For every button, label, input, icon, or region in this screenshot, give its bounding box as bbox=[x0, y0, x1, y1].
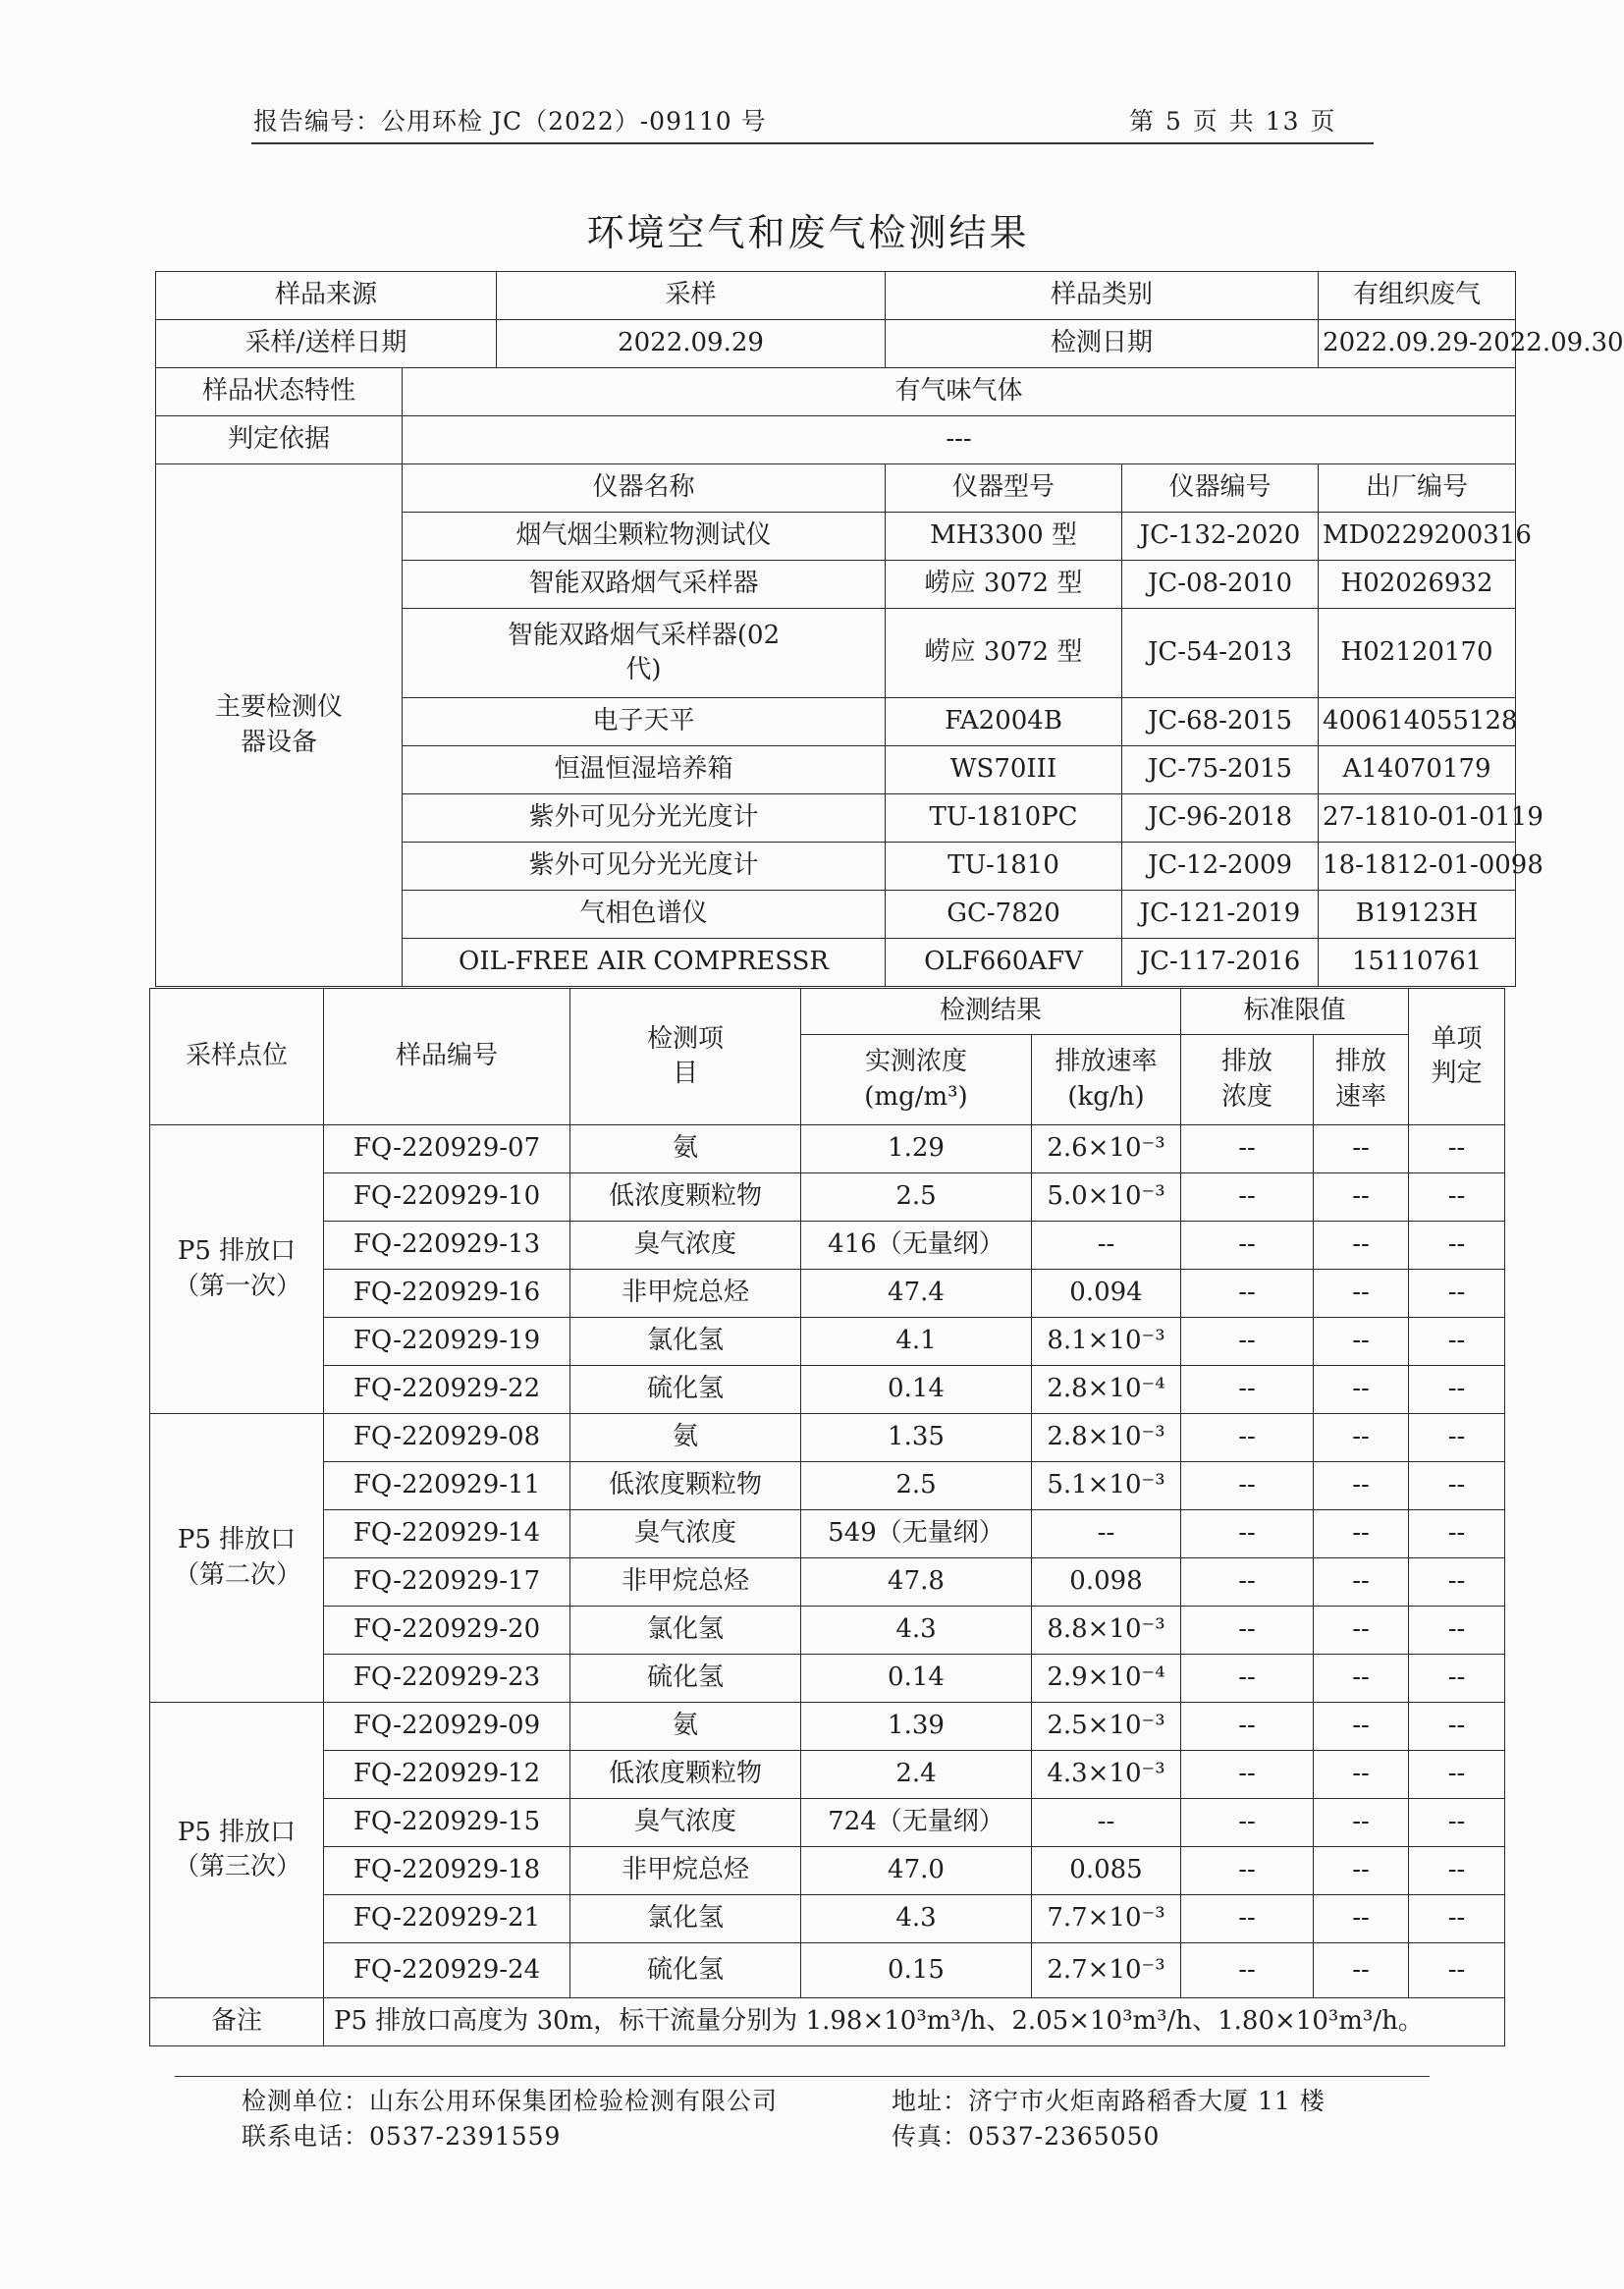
table-row bbox=[150, 1125, 1505, 1173]
instrument-model: 崂应 3072 型 bbox=[886, 561, 1122, 609]
instrument-header-serial: 出厂编号 bbox=[1319, 464, 1516, 513]
limit-rate: -- bbox=[1314, 1703, 1409, 1751]
instrument-name: 恒温恒湿培养箱 bbox=[403, 746, 886, 794]
judgement: -- bbox=[1409, 1222, 1505, 1270]
state-label: 样品状态特性 bbox=[156, 368, 403, 416]
sample-no: FQ-220929-21 bbox=[324, 1895, 570, 1943]
sampling-point: P5 排放口（第三次） bbox=[150, 1703, 324, 1998]
results-table bbox=[149, 988, 1505, 2046]
judgement: -- bbox=[1409, 1414, 1505, 1462]
limit-conc: -- bbox=[1181, 1751, 1314, 1799]
test-date-value: 2022.09.29-2022.09.30 bbox=[1319, 320, 1516, 368]
table-row bbox=[150, 1703, 1505, 1751]
table-row bbox=[150, 1895, 1505, 1943]
sample-no: FQ-220929-11 bbox=[324, 1462, 570, 1510]
instrument-name: 紫外可见分光光度计 bbox=[403, 843, 886, 891]
limit-conc: -- bbox=[1181, 1847, 1314, 1895]
instrument-name: 智能双路烟气采样器 bbox=[403, 561, 886, 609]
judgement: -- bbox=[1409, 1799, 1505, 1847]
instrument-header-id: 仪器编号 bbox=[1122, 464, 1319, 513]
limit-conc: -- bbox=[1181, 1318, 1314, 1366]
emission-rate: -- bbox=[1032, 1510, 1181, 1558]
test-item: 氯化氢 bbox=[570, 1318, 801, 1366]
measured-conc: 2.5 bbox=[801, 1462, 1032, 1510]
table-row bbox=[150, 1943, 1505, 1998]
limit-rate: -- bbox=[1314, 1173, 1409, 1222]
instrument-model: GC-7820 bbox=[886, 891, 1122, 939]
emission-rate: 0.098 bbox=[1032, 1558, 1181, 1607]
measured-conc: 2.4 bbox=[801, 1751, 1032, 1799]
category-value: 有组织废气 bbox=[1319, 272, 1516, 320]
limit-conc: -- bbox=[1181, 1799, 1314, 1847]
test-item: 低浓度颗粒物 bbox=[570, 1173, 801, 1222]
limit-rate: -- bbox=[1314, 1799, 1409, 1847]
judgement: -- bbox=[1409, 1607, 1505, 1655]
test-item: 氯化氢 bbox=[570, 1607, 801, 1655]
table-row bbox=[150, 1607, 1505, 1655]
limit-rate: -- bbox=[1314, 1125, 1409, 1173]
header-rate: 排放速率(kg/h) bbox=[1032, 1035, 1181, 1125]
table-row bbox=[150, 1655, 1505, 1703]
judgement: -- bbox=[1409, 1751, 1505, 1799]
sample-no: FQ-220929-10 bbox=[324, 1173, 570, 1222]
table-row bbox=[150, 1270, 1505, 1318]
footer-divider bbox=[175, 2076, 1430, 2077]
emission-rate: 2.9×10⁻⁴ bbox=[1032, 1655, 1181, 1703]
sample-no: FQ-220929-18 bbox=[324, 1847, 570, 1895]
emission-rate: 2.7×10⁻³ bbox=[1032, 1943, 1181, 1998]
table-row bbox=[150, 1751, 1505, 1799]
judgement: -- bbox=[1409, 1462, 1505, 1510]
instrument-header-name: 仪器名称 bbox=[403, 464, 886, 513]
sample-no: FQ-220929-16 bbox=[324, 1270, 570, 1318]
emission-rate: 2.6×10⁻³ bbox=[1032, 1125, 1181, 1173]
judgement: -- bbox=[1409, 1125, 1505, 1173]
emission-rate: -- bbox=[1032, 1222, 1181, 1270]
instrument-name: 电子天平 bbox=[403, 698, 886, 746]
judgement: -- bbox=[1409, 1703, 1505, 1751]
sample-no: FQ-220929-12 bbox=[324, 1751, 570, 1799]
limit-conc: -- bbox=[1181, 1462, 1314, 1510]
judgement: -- bbox=[1409, 1510, 1505, 1558]
measured-conc: 47.4 bbox=[801, 1270, 1032, 1318]
measured-conc: 4.3 bbox=[801, 1895, 1032, 1943]
emission-rate: -- bbox=[1032, 1799, 1181, 1847]
instrument-serial: A14070179 bbox=[1319, 746, 1516, 794]
footer-fax: 传真：0537-2365050 bbox=[892, 2122, 1161, 2151]
header-point: 采样点位 bbox=[150, 989, 324, 1125]
limit-rate: -- bbox=[1314, 1558, 1409, 1607]
test-item: 氨 bbox=[570, 1703, 801, 1751]
measured-conc: 47.8 bbox=[801, 1558, 1032, 1607]
table-row bbox=[150, 1799, 1505, 1847]
remark-label: 备注 bbox=[150, 1998, 324, 2046]
instrument-id: JC-68-2015 bbox=[1122, 698, 1319, 746]
instrument-serial: 27-1810-01-0119 bbox=[1319, 794, 1516, 843]
measured-conc: 0.14 bbox=[801, 1366, 1032, 1414]
instrument-header-model: 仪器型号 bbox=[886, 464, 1122, 513]
sample-no: FQ-220929-22 bbox=[324, 1366, 570, 1414]
measured-conc: 1.35 bbox=[801, 1414, 1032, 1462]
footer-phone: 联系电话：0537-2391559 bbox=[242, 2122, 562, 2151]
instrument-name: 紫外可见分光光度计 bbox=[403, 794, 886, 843]
limit-rate: -- bbox=[1314, 1751, 1409, 1799]
instrument-name: 气相色谱仪 bbox=[403, 891, 886, 939]
header-divider bbox=[251, 142, 1374, 144]
limit-conc: -- bbox=[1181, 1222, 1314, 1270]
instruments-section-label: 主要检测仪器设备 bbox=[156, 464, 403, 987]
instrument-id: JC-08-2010 bbox=[1122, 561, 1319, 609]
emission-rate: 2.8×10⁻³ bbox=[1032, 1414, 1181, 1462]
limit-rate: -- bbox=[1314, 1414, 1409, 1462]
sample-no: FQ-220929-23 bbox=[324, 1655, 570, 1703]
limit-rate: -- bbox=[1314, 1270, 1409, 1318]
emission-rate: 5.1×10⁻³ bbox=[1032, 1462, 1181, 1510]
source-value: 采样 bbox=[497, 272, 886, 320]
limit-conc: -- bbox=[1181, 1510, 1314, 1558]
limit-rate: -- bbox=[1314, 1318, 1409, 1366]
instrument-id: JC-54-2013 bbox=[1122, 609, 1319, 698]
instrument-serial: H02026932 bbox=[1319, 561, 1516, 609]
limit-rate: -- bbox=[1314, 1222, 1409, 1270]
measured-conc: 2.5 bbox=[801, 1173, 1032, 1222]
test-item: 氨 bbox=[570, 1125, 801, 1173]
instrument-name: OIL-FREE AIR COMPRESSR bbox=[403, 939, 886, 987]
sampling-date-label: 采样/送样日期 bbox=[156, 320, 497, 368]
emission-rate: 4.3×10⁻³ bbox=[1032, 1751, 1181, 1799]
judgement: -- bbox=[1409, 1558, 1505, 1607]
header-item: 检测项目 bbox=[570, 989, 801, 1125]
measured-conc: 47.0 bbox=[801, 1847, 1032, 1895]
test-item: 臭气浓度 bbox=[570, 1510, 801, 1558]
sample-no: FQ-220929-15 bbox=[324, 1799, 570, 1847]
instrument-id: JC-117-2016 bbox=[1122, 939, 1319, 987]
table-row bbox=[150, 1510, 1505, 1558]
emission-rate: 0.085 bbox=[1032, 1847, 1181, 1895]
footer-address: 地址：济宁市火炬南路稻香大厦 11 楼 bbox=[892, 2087, 1326, 2115]
header-limit-conc: 排放浓度 bbox=[1181, 1035, 1314, 1125]
instrument-serial: B19123H bbox=[1319, 891, 1516, 939]
footer-unit: 检测单位：山东公用环保集团检验检测有限公司 bbox=[242, 2087, 779, 2115]
emission-rate: 0.094 bbox=[1032, 1270, 1181, 1318]
table-row bbox=[150, 1558, 1505, 1607]
test-item: 硫化氢 bbox=[570, 1943, 801, 1998]
emission-rate: 8.1×10⁻³ bbox=[1032, 1318, 1181, 1366]
measured-conc: 0.14 bbox=[801, 1655, 1032, 1703]
sample-no: FQ-220929-20 bbox=[324, 1607, 570, 1655]
judgement: -- bbox=[1409, 1318, 1505, 1366]
source-label: 样品来源 bbox=[156, 272, 497, 320]
header-sample-no: 样品编号 bbox=[324, 989, 570, 1125]
measured-conc: 1.39 bbox=[801, 1703, 1032, 1751]
instrument-model: FA2004B bbox=[886, 698, 1122, 746]
judgement: -- bbox=[1409, 1173, 1505, 1222]
test-item: 低浓度颗粒物 bbox=[570, 1462, 801, 1510]
measured-conc: 1.29 bbox=[801, 1125, 1032, 1173]
test-item: 非甲烷总烃 bbox=[570, 1558, 801, 1607]
state-value: 有气味气体 bbox=[403, 368, 1516, 416]
sampling-point: P5 排放口（第二次） bbox=[150, 1414, 324, 1703]
test-item: 氯化氢 bbox=[570, 1895, 801, 1943]
measured-conc: 4.3 bbox=[801, 1607, 1032, 1655]
instrument-serial: 15110761 bbox=[1319, 939, 1516, 987]
limit-rate: -- bbox=[1314, 1655, 1409, 1703]
instrument-model: MH3300 型 bbox=[886, 513, 1122, 561]
limit-rate: -- bbox=[1314, 1462, 1409, 1510]
instrument-id: JC-12-2009 bbox=[1122, 843, 1319, 891]
test-item: 硫化氢 bbox=[570, 1366, 801, 1414]
instrument-name: 智能双路烟气采样器(02 代) bbox=[403, 609, 886, 698]
table-row bbox=[150, 1318, 1505, 1366]
limit-conc: -- bbox=[1181, 1414, 1314, 1462]
table-row bbox=[150, 1366, 1505, 1414]
emission-rate: 2.8×10⁻⁴ bbox=[1032, 1366, 1181, 1414]
instrument-model: TU-1810 bbox=[886, 843, 1122, 891]
instrument-id: JC-75-2015 bbox=[1122, 746, 1319, 794]
limit-conc: -- bbox=[1181, 1270, 1314, 1318]
header-conc: 实测浓度(mg/m³) bbox=[801, 1035, 1032, 1125]
sample-no: FQ-220929-08 bbox=[324, 1414, 570, 1462]
test-item: 臭气浓度 bbox=[570, 1222, 801, 1270]
header-result: 检测结果 bbox=[801, 989, 1181, 1035]
instrument-model: WS70III bbox=[886, 746, 1122, 794]
instrument-serial: H02120170 bbox=[1319, 609, 1516, 698]
measured-conc: 0.15 bbox=[801, 1943, 1032, 1998]
sample-no: FQ-220929-19 bbox=[324, 1318, 570, 1366]
test-item: 氨 bbox=[570, 1414, 801, 1462]
remark-value: P5 排放口高度为 30m，标干流量分别为 1.98×10³m³/h、2.05×10³m³/h、1.80×10³m³/h。 bbox=[324, 1998, 1505, 2046]
header-limit: 标准限值 bbox=[1181, 989, 1409, 1035]
table-row bbox=[150, 1414, 1505, 1462]
judgement: -- bbox=[1409, 1847, 1505, 1895]
page-number: 第 5 页 共 13 页 bbox=[1129, 107, 1337, 136]
measured-conc: 549（无量纲） bbox=[801, 1510, 1032, 1558]
instrument-serial: MD0229200316 bbox=[1319, 513, 1516, 561]
limit-rate: -- bbox=[1314, 1847, 1409, 1895]
limit-conc: -- bbox=[1181, 1173, 1314, 1222]
instrument-id: JC-121-2019 bbox=[1122, 891, 1319, 939]
limit-conc: -- bbox=[1181, 1607, 1314, 1655]
header-limit-rate: 排放速率 bbox=[1314, 1035, 1409, 1125]
test-item: 非甲烷总烃 bbox=[570, 1270, 801, 1318]
emission-rate: 2.5×10⁻³ bbox=[1032, 1703, 1181, 1751]
sample-no: FQ-220929-09 bbox=[324, 1703, 570, 1751]
emission-rate: 5.0×10⁻³ bbox=[1032, 1173, 1181, 1222]
instrument-id: JC-132-2020 bbox=[1122, 513, 1319, 561]
sample-info-table bbox=[155, 271, 1624, 987]
limit-rate: -- bbox=[1314, 1607, 1409, 1655]
instrument-id: JC-96-2018 bbox=[1122, 794, 1319, 843]
test-date-label: 检测日期 bbox=[886, 320, 1319, 368]
instrument-serial: 18-1812-01-0098 bbox=[1319, 843, 1516, 891]
test-item: 臭气浓度 bbox=[570, 1799, 801, 1847]
judgement: -- bbox=[1409, 1943, 1505, 1998]
sample-no: FQ-220929-07 bbox=[324, 1125, 570, 1173]
limit-rate: -- bbox=[1314, 1943, 1409, 1998]
basis-label: 判定依据 bbox=[156, 416, 403, 464]
limit-conc: -- bbox=[1181, 1125, 1314, 1173]
basis-value: --- bbox=[403, 416, 1516, 464]
instrument-model: TU-1810PC bbox=[886, 794, 1122, 843]
report-number: 报告编号：公用环检 JC（2022）-09110 号 bbox=[253, 107, 767, 136]
sample-no: FQ-220929-17 bbox=[324, 1558, 570, 1607]
limit-conc: -- bbox=[1181, 1655, 1314, 1703]
measured-conc: 416（无量纲） bbox=[801, 1222, 1032, 1270]
sampling-date-value: 2022.09.29 bbox=[497, 320, 886, 368]
table-row bbox=[150, 1462, 1505, 1510]
instrument-model: 崂应 3072 型 bbox=[886, 609, 1122, 698]
limit-rate: -- bbox=[1314, 1895, 1409, 1943]
sample-no: FQ-220929-24 bbox=[324, 1943, 570, 1998]
instrument-model: OLF660AFV bbox=[886, 939, 1122, 987]
measured-conc: 4.1 bbox=[801, 1318, 1032, 1366]
sample-no: FQ-220929-13 bbox=[324, 1222, 570, 1270]
judgement: -- bbox=[1409, 1366, 1505, 1414]
table-row bbox=[150, 1847, 1505, 1895]
table-row bbox=[150, 1173, 1505, 1222]
limit-conc: -- bbox=[1181, 1558, 1314, 1607]
emission-rate: 8.8×10⁻³ bbox=[1032, 1607, 1181, 1655]
sampling-point: P5 排放口（第一次） bbox=[150, 1125, 324, 1414]
test-item: 硫化氢 bbox=[570, 1655, 801, 1703]
measured-conc: 724（无量纲） bbox=[801, 1799, 1032, 1847]
header-judge: 单项判定 bbox=[1409, 989, 1505, 1125]
test-item: 低浓度颗粒物 bbox=[570, 1751, 801, 1799]
judgement: -- bbox=[1409, 1270, 1505, 1318]
instrument-serial: 400614055128 bbox=[1319, 698, 1516, 746]
page-title: 环境空气和废气检测结果 bbox=[586, 211, 1030, 254]
sample-no: FQ-220929-14 bbox=[324, 1510, 570, 1558]
judgement: -- bbox=[1409, 1655, 1505, 1703]
test-item: 非甲烷总烃 bbox=[570, 1847, 801, 1895]
limit-conc: -- bbox=[1181, 1895, 1314, 1943]
limit-rate: -- bbox=[1314, 1510, 1409, 1558]
limit-conc: -- bbox=[1181, 1703, 1314, 1751]
limit-conc: -- bbox=[1181, 1366, 1314, 1414]
table-row bbox=[150, 1222, 1505, 1270]
instrument-name: 烟气烟尘颗粒物测试仪 bbox=[403, 513, 886, 561]
judgement: -- bbox=[1409, 1895, 1505, 1943]
category-label: 样品类别 bbox=[886, 272, 1319, 320]
emission-rate: 7.7×10⁻³ bbox=[1032, 1895, 1181, 1943]
limit-rate: -- bbox=[1314, 1366, 1409, 1414]
limit-conc: -- bbox=[1181, 1943, 1314, 1998]
